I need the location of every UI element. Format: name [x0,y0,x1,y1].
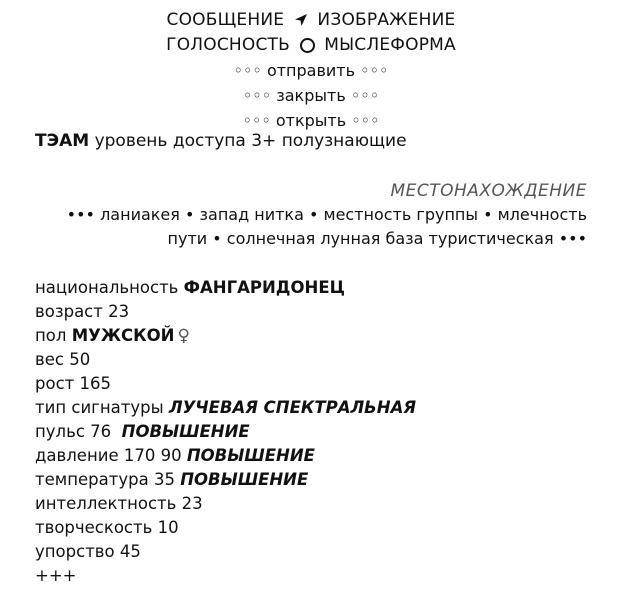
nationality-label: национальность [35,278,179,297]
mode-row-1 [0,8,622,33]
stat-persistence: упорство 45 [35,542,141,561]
pulse-value: ПОВЫШЕНИЕ [121,422,250,441]
pressure-value: ПОВЫШЕНИЕ [186,446,315,465]
stat-creativity: творческость 10 [35,518,179,537]
nationality-value: ФАНГАРИДОНЕЦ [183,278,345,297]
image-tab[interactable]: ИЗОБРАЖЕНИЕ [317,10,456,30]
team-name: ТЭАМ [35,131,90,151]
stat-temperature [35,468,416,492]
open-row [0,108,622,133]
temperature-value: ПОВЫШЕНИЕ [180,470,309,489]
stat-sex [35,324,416,348]
stat-pulse [35,420,416,444]
mode-row-2 [0,33,622,58]
stat-height: рост 165 [35,374,111,393]
location-title: МЕСТОНАХОЖДЕНИЕ [390,181,587,201]
open-button[interactable]: ◦◦◦ открыть ◦◦◦ [242,111,380,130]
thoughtform-tab[interactable]: МЫСЛЕФОРМА [324,35,456,55]
pressure-label: давление 170 90 [35,446,182,465]
send-row [0,58,622,83]
message-tab[interactable]: СООБЩЕНИЕ [166,10,285,30]
team-info [35,131,407,151]
access-level: уровень доступа 3+ полузнающие [94,131,407,151]
signature-value: ЛУЧЕВАЯ СПЕКТРАЛЬНАЯ [168,398,417,417]
stat-pressure [35,444,416,468]
pulse-label: пульс 76 [35,422,112,441]
location-line-2: пути • солнечная лунная база туристическая ••• [167,229,587,248]
close-row [0,83,622,108]
sex-value: МУЖСКОЙ [71,326,175,345]
stat-signature [35,396,416,420]
header-panel [0,8,622,133]
voice-tab[interactable]: ГОЛОСНОСТЬ [166,35,291,55]
send-button[interactable]: ◦◦◦ отправить ◦◦◦ [233,61,389,80]
close-button[interactable]: ◦◦◦ закрыть ◦◦◦ [242,86,380,105]
temperature-label: температура 35 [35,470,175,489]
stat-age: возраст 23 [35,302,130,321]
circle-icon[interactable] [300,38,315,53]
location-panel [27,179,587,251]
stat-nationality [35,276,416,300]
gender-symbol-icon: ♀ [177,326,190,346]
stat-intelligence: интеллектность 23 [35,494,203,513]
stat-weight: вес 50 [35,350,91,369]
signature-label: тип сигнатуры [35,398,164,417]
more-button[interactable]: +++ [35,566,77,585]
send-arrow-icon[interactable] [294,10,308,35]
location-line-1: ••• ланиакея • запад нитка • местность группы • млечность [66,205,587,224]
profile-stats [35,276,416,588]
sex-label: пол [35,326,67,345]
